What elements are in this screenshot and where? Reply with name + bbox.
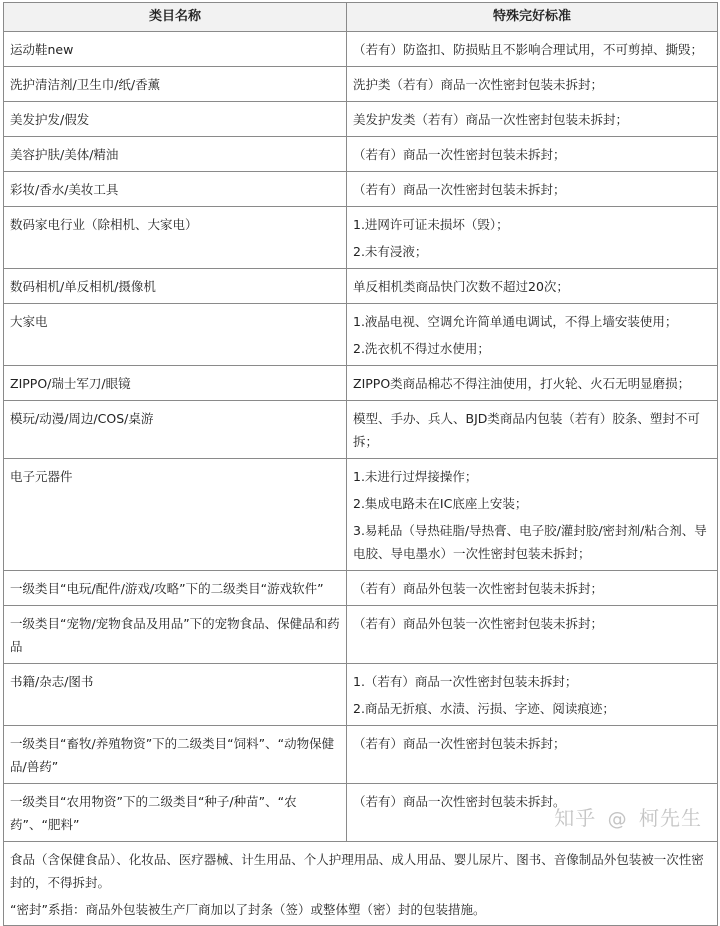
category-cell: 数码家电行业（除相机、大家电） bbox=[4, 207, 347, 269]
category-cell: 书籍/杂志/图书 bbox=[4, 664, 347, 726]
standard-line: 1.进网许可证未损坏（毁）； bbox=[353, 217, 509, 232]
standard-line: 2.洗衣机不得过水使用； bbox=[353, 341, 490, 356]
standard-line: 1.未进行过焊接操作； bbox=[353, 469, 478, 484]
standard-cell bbox=[347, 269, 718, 304]
category-cell: 运动鞋new bbox=[4, 32, 347, 67]
table-row bbox=[4, 401, 718, 459]
table-row bbox=[4, 606, 718, 664]
standard-line: （若有）商品一次性密封包装未拆封； bbox=[353, 736, 566, 751]
header-standard: 特殊完好标准 bbox=[347, 3, 718, 32]
standard-line: （若有）商品一次性密封包装未拆封。 bbox=[353, 794, 566, 809]
standard-cell bbox=[347, 784, 718, 842]
table-row bbox=[4, 32, 718, 67]
table-row bbox=[4, 726, 718, 784]
standard-line: 模型、手办、兵人、BJD类商品内包装（若有）胶条、塑封不可拆； bbox=[353, 411, 700, 449]
table-row bbox=[4, 366, 718, 401]
table-row bbox=[4, 269, 718, 304]
standard-line: （若有）商品外包装一次性密封包装未拆封； bbox=[353, 616, 604, 631]
standard-line: 美发护发类（若有）商品一次性密封包装未拆封； bbox=[353, 112, 629, 127]
footer-note: 食品（含保健食品）、化妆品、医疗器械、计生用品、个人护理用品、成人用品、婴儿尿片、图书、音像制品外包装被一次性密封的，不得拆封。 bbox=[10, 852, 704, 890]
category-cell: 美容护肤/美体/精油 bbox=[4, 137, 347, 172]
category-cell: 美发护发/假发 bbox=[4, 102, 347, 137]
standard-line: 3.易耗品（导热硅脂/导热膏、电子胶/灌封胶/密封剂/粘合剂、导电胶、导电墨水）一次性密封包装未拆封； bbox=[353, 523, 707, 561]
standard-line: 1.液晶电视、空调允许简单通电调试，不得上墙安装使用； bbox=[353, 314, 678, 329]
watermark-author: 柯先生 bbox=[639, 806, 702, 830]
category-cell: 电子元器件 bbox=[4, 459, 347, 571]
category-cell: 彩妆/香水/美妆工具 bbox=[4, 172, 347, 207]
header-category: 类目名称 bbox=[4, 3, 347, 32]
standard-cell bbox=[347, 137, 718, 172]
watermark-at: @ bbox=[607, 808, 628, 830]
standard-cell bbox=[347, 32, 718, 67]
table-row bbox=[4, 571, 718, 606]
category-cell: ZIPPO/瑞士军刀/眼镜 bbox=[4, 366, 347, 401]
standard-cell bbox=[347, 172, 718, 207]
footer-notes bbox=[4, 842, 718, 926]
table-row bbox=[4, 304, 718, 366]
category-cell: 大家电 bbox=[4, 304, 347, 366]
standard-cell bbox=[347, 207, 718, 269]
table-row bbox=[4, 459, 718, 571]
return-standards-table bbox=[3, 2, 718, 926]
category-cell: 模玩/动漫/周边/COS/桌游 bbox=[4, 401, 347, 459]
standard-line: 1.（若有）商品一次性密封包装未拆封； bbox=[353, 674, 578, 689]
standard-cell bbox=[347, 571, 718, 606]
standard-line: 2.集成电路未在IC底座上安装； bbox=[353, 496, 528, 511]
standard-line: 2.商品无折痕、水渍、污损、字迹、阅读痕迹； bbox=[353, 701, 615, 716]
standard-cell bbox=[347, 366, 718, 401]
standard-line: 2.未有浸液； bbox=[353, 244, 428, 259]
table-header-row bbox=[4, 3, 718, 32]
standard-line: （若有）商品一次性密封包装未拆封； bbox=[353, 182, 566, 197]
standard-cell bbox=[347, 304, 718, 366]
table-row bbox=[4, 67, 718, 102]
standard-cell bbox=[347, 401, 718, 459]
standard-cell bbox=[347, 606, 718, 664]
standard-line: （若有）商品外包装一次性密封包装未拆封； bbox=[353, 581, 604, 596]
table-row bbox=[4, 172, 718, 207]
category-cell: 洗护清洁剂/卫生巾/纸/香薰 bbox=[4, 67, 347, 102]
standard-cell bbox=[347, 102, 718, 137]
category-cell: 一级类目“电玩/配件/游戏/攻略”下的二级类目“游戏软件” bbox=[4, 571, 347, 606]
watermark-site: 知乎 bbox=[554, 806, 597, 830]
table-row bbox=[4, 784, 718, 842]
table-row bbox=[4, 137, 718, 172]
table-row bbox=[4, 207, 718, 269]
category-cell: 数码相机/单反相机/摄像机 bbox=[4, 269, 347, 304]
standard-line: （若有）商品一次性密封包装未拆封； bbox=[353, 147, 566, 162]
standard-cell bbox=[347, 726, 718, 784]
standard-cell bbox=[347, 459, 718, 571]
standard-line: 洗护类（若有）商品一次性密封包装未拆封； bbox=[353, 77, 604, 92]
category-cell: 一级类目“畜牧/养殖物资”下的二级类目“饲料”、“动物保健品/兽药” bbox=[4, 726, 347, 784]
footer-row bbox=[4, 842, 718, 926]
standard-cell bbox=[347, 664, 718, 726]
standard-line: （若有）防盗扣、防损贴且不影响合理试用，不可剪掉、撕毁； bbox=[353, 42, 704, 57]
standard-line: ZIPPO类商品棉芯不得注油使用，打火轮、火石无明显磨损； bbox=[353, 376, 691, 391]
category-cell: 一级类目“宠物/宠物食品及用品”下的宠物食品、保健品和药品 bbox=[4, 606, 347, 664]
category-cell: 一级类目“农用物资”下的二级类目“种子/种苗”、“农药”、“肥料” bbox=[4, 784, 347, 842]
table-row bbox=[4, 102, 718, 137]
table-row bbox=[4, 664, 718, 726]
standard-line: 单反相机类商品快门次数不超过20次； bbox=[353, 279, 569, 294]
standard-cell bbox=[347, 67, 718, 102]
footer-note: “密封”系指：商品外包装被生产厂商加以了封条（签）或整体塑（密）封的包装措施。 bbox=[10, 902, 486, 917]
